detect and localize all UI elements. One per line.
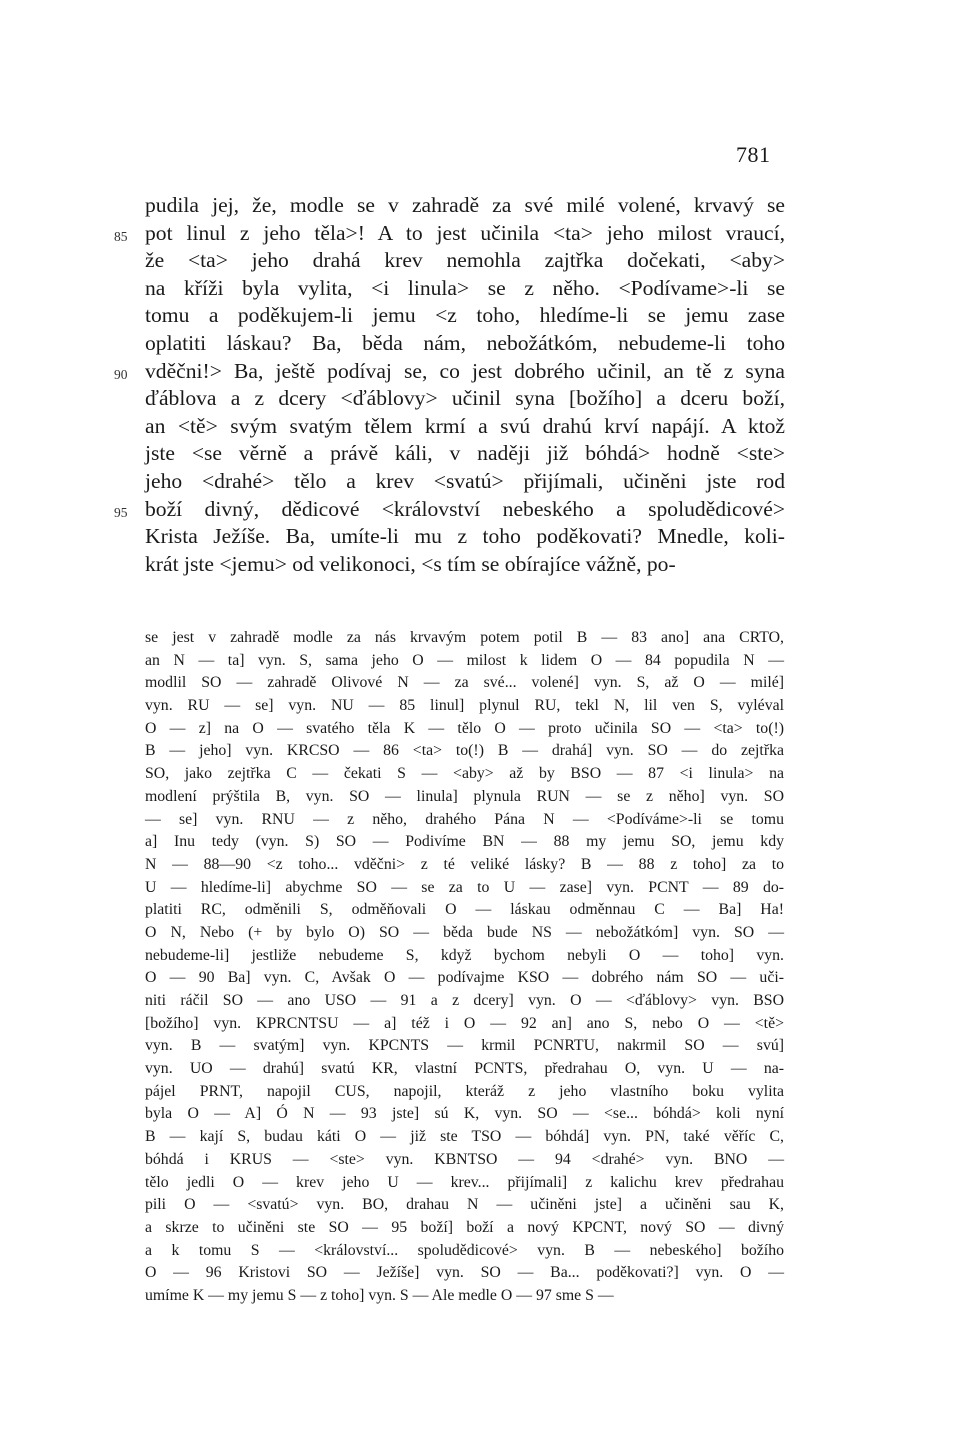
main-text-content: krát jste <jemu> od velikonoci, <s tím se obírajíce vážně, po- [145, 551, 676, 576]
main-text-content: ďáblova a z dcery <ďáblovy> učinil syna [božího] a dceru boží, [145, 386, 785, 411]
main-text-line [145, 385, 785, 413]
apparatus-line: platiti RC, odměnili S, odměňovali O — láskau odměnnau C — Ba] Ha! [145, 901, 784, 919]
main-text-line [145, 468, 785, 496]
main-text-line [145, 330, 785, 358]
main-text-content: že <ta> jeho drahá krev nemohla zajtřka dočekati, <aby> [145, 248, 785, 273]
apparatus-line: niti ráčil SO — ano USO — 91 a z dcery] vyn. O — <ďáblovy> vyn. BSO [145, 992, 784, 1009]
apparatus-line: vyn. RU — se] vyn. NU — 85 linul] plynul RU, tekl N, lil ven S, vyléval [145, 697, 784, 715]
main-text-content: an <tě> svým svatým tělem krmí a svú drahú krví napájí. A ktož [145, 413, 785, 438]
apparatus-line: B — kají S, budau káti O — již ste TSO — bóhdá] vyn. PN, také věříc C, [145, 1128, 784, 1146]
main-text-line [145, 275, 785, 303]
apparatus-line: SO, jako zejtřka C — čekati S — <aby> až by BSO — 87 <i linula> na [145, 765, 784, 783]
apparatus-line: N — 88—90 <z toho... vděčni> z té veliké lásky? B — 88 z toho] za to [145, 855, 784, 873]
main-text-line [145, 192, 785, 220]
main-text [114, 192, 785, 578]
apparatus-line: a] Inu tedy (vyn. S) SO — Podivíme BN — 88 my jemu SO, jemu kdy [145, 833, 784, 851]
main-text-content: pudila jej, že, modle se v zahradě za své milé volené, krvavý se [145, 193, 785, 217]
apparatus-line: an N — ta] vyn. S, sama jeho O — milost k lidem O — 84 popudila N — [145, 651, 784, 669]
apparatus-line: tělo jedli O — krev jeho U — krev... přijímali] z kalichu krev předrahau [145, 1173, 784, 1191]
apparatus-line: O — z] na O — svatého těla K — tělo O — proto učinila SO — <ta> to(!) [145, 719, 784, 737]
apparatus-line: O — 90 Ba] vyn. C, Avšak O — podívajme KSO — dobrého nám SO — uči- [145, 969, 784, 987]
main-text-line [145, 302, 785, 330]
main-text-content: na kříži byla vylita, <i linula> se z něho. <Podívame>-li se [145, 275, 785, 300]
apparatus-line: B — jeho] vyn. KRCSO — 86 <ta> to(!) B — drahá] vyn. SO — do zejtřka [145, 742, 784, 760]
line-number: 95 [114, 504, 128, 520]
main-text-content: boží divný, dědicové <království nebeského a spoludědicové> [145, 496, 785, 521]
main-text-line [145, 440, 785, 468]
main-text-line [145, 523, 785, 551]
apparatus-line: bóhdá i KRUS — <ste> vyn. KBNTSO — 94 <drahé> vyn. BNO — [145, 1150, 784, 1168]
line-number: 85 [114, 228, 128, 244]
apparatus-line: O — 96 Kristovi SO — Ježíše] vyn. SO — Ba... poděkovati?] vyn. O — [145, 1264, 784, 1282]
main-text-line [114, 496, 785, 524]
line-number: 90 [114, 366, 128, 382]
main-text-content: oplatiti láskau? Ba, běda nám, nebožátkóm, nebudeme-li toho [145, 330, 785, 355]
apparatus-line: modlení prýštila B, vyn. SO — linula] plynula RUN — se z něho] vyn. SO [145, 787, 784, 805]
main-text-line [145, 413, 785, 441]
main-text-line [145, 247, 785, 275]
main-text-line [114, 220, 785, 248]
main-text-content: Krista Ježíše. Ba, umíte-li mu z toho poděkovati? Mnedle, koli- [145, 524, 785, 549]
apparatus-line: se jest v zahradě modle za nás krvavým potem potil B — 83 ano] ana CRTO, [145, 629, 784, 646]
apparatus-line: U — hledíme-li] abychme SO — se za to U — zase] vyn. PCNT — 89 do- [145, 878, 784, 896]
apparatus-line: vyn. UO — drahú] svatú KR, vlastní PCNTS, předrahau O, vyn. U — na- [145, 1060, 784, 1078]
main-text-content: jste <se věrně a právě káli, v naději již bóhdá> hodně <ste> [145, 441, 785, 466]
apparatus-line: a k tomu S — <království... spoludědicové> vyn. B — nebeského] božího [145, 1241, 784, 1259]
apparatus-line: pájel PRNT, napojil CUS, napojil, kteráž z jeho vlastního boku vylita [145, 1082, 784, 1100]
apparatus-line: umíme K — my jemu S — z toho] vyn. S — Ale medle O — 97 sme S — [145, 1286, 614, 1304]
apparatus-line: pili O — <svatú> vyn. BO, drahau N — učiněni jste] a učiněni sau K, [145, 1196, 784, 1214]
main-text-content: pot linul z jeho těla>! A to jest učinila <ta> jeho milost vraucí, [145, 220, 785, 245]
apparatus-line: [božího] vyn. KPRCNTSU — a] též i O — 92 an] ano S, nebo O — <tě> [145, 1014, 784, 1032]
apparatus-line: modlil SO — zahradě Olivové N — za své... volené] vyn. S, až O — milé] [145, 674, 784, 692]
apparatus-line: byla O — A] Ó N — 93 jste] sú K, vyn. SO — <se... bóhdá> koli nyní [145, 1105, 784, 1123]
main-text-content: tomu a poděkujem-li jemu <z toho, hledíme-li se jemu zase [145, 303, 785, 328]
critical-apparatus [145, 627, 784, 1308]
apparatus-line: — se] vyn. RNU — z něho, drahého Pána N — <Podíváme>-li se tomu [145, 810, 784, 828]
main-text-content: jeho <drahé> tělo a krev <svatú> přijímali, učiněni jste rod [145, 468, 785, 493]
main-text-line [145, 551, 785, 579]
apparatus-line: O N, Nebo (+ by bylo O) SO — běda bude NS — nebožátkóm] vyn. SO — [145, 923, 784, 941]
apparatus-line: vyn. B — svatým] vyn. KPCNTS — krmil PCNRTU, nakrmil SO — svú] [145, 1037, 784, 1055]
main-text-content: vděčni!> Ba, ještě podívaj se, co jest dobrého učinil, an tě z syna [145, 358, 785, 383]
apparatus-line: a skrze to učiněni ste SO — 95 boží] boží a nový KPCNT, nový SO — divný [145, 1218, 784, 1236]
main-text-line [114, 358, 785, 386]
page-number: 781 [736, 142, 771, 167]
apparatus-line: nebudeme-li] jestliže nebudeme S, když bychom nebyli O — toho] vyn. [145, 946, 784, 964]
